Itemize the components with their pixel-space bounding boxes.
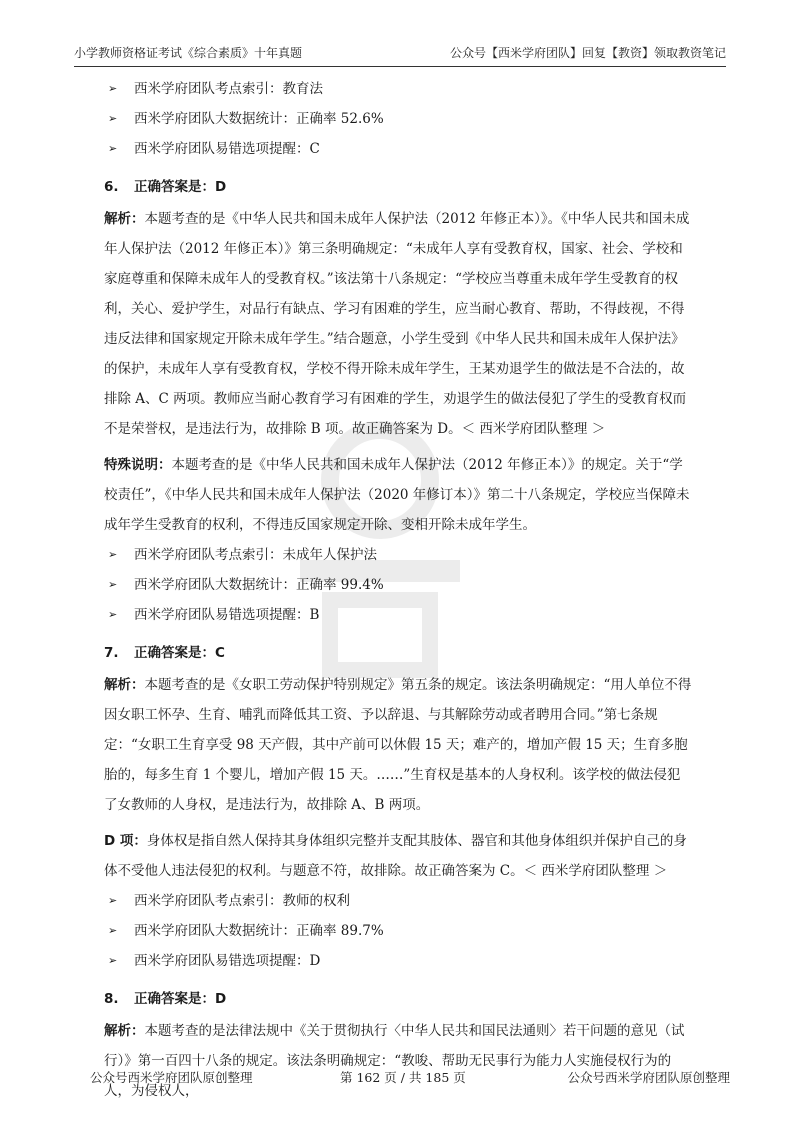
arrow-icon: ➢ <box>108 924 118 937</box>
bullet-item: ➢ 西米学府团队考点索引：教育法 <box>104 74 692 104</box>
bullet-item: ➢ 西米学府团队大数据统计：正确率 52.6% <box>104 104 692 134</box>
answer-heading-q8: 8. 正确答案是：D <box>104 991 227 1007</box>
bullet-item: ➢ 西米学府团队易错选项提醒：D <box>104 946 692 976</box>
arrow-icon: ➢ <box>108 142 118 155</box>
arrow-icon: ➢ <box>108 112 118 125</box>
arrow-icon: ➢ <box>108 894 118 907</box>
bullet-item: ➢ 西米学府团队考点索引：未成年人保护法 <box>104 540 692 570</box>
arrow-icon: ➢ <box>108 548 118 561</box>
analysis-paragraph: 解析：本题考查的是法律法规中《关于贯彻执行〈中华人民共和国民法通则〉若干问题的意见（试行）》第一百四十八条的规定。该法条明确规定：“教唆、帮助无民事行为能力人实施侵权行为的人，为侵权人， <box>104 1023 685 1099</box>
bullet-item: ➢ 西米学府团队考点索引：教师的权利 <box>104 886 692 916</box>
arrow-icon: ➢ <box>108 578 118 591</box>
answer-heading-q6: 6. 正确答案是：D <box>104 179 227 195</box>
header-title: 小学教师资格证考试《综合素质》十年真题 <box>74 46 303 60</box>
special-note-paragraph: 特殊说明：本题考查的是《中华人民共和国未成年人保护法（2012 年修正本）》的规定。关于“学校责任”，《中华人民共和国未成年人保护法（2020 年修订本）》第二十八条规定，学校应当保障未成年学生受教育的权利，不得违反国家规定开除、变相开除未成年学生。 <box>104 457 690 533</box>
bullet-item: ➢ 西米学府团队易错选项提醒：B <box>104 600 692 630</box>
bullet-item: ➢ 西米学府团队易错选项提醒：C <box>104 134 692 164</box>
answer-heading-q7: 7. 正确答案是：C <box>104 645 225 661</box>
footer-right: 公众号西米学府团队原创整理 <box>567 1070 730 1085</box>
bullet-item: ➢ 西米学府团队大数据统计：正确率 89.7% <box>104 916 692 946</box>
footer-left: 公众号西米学府团队原创整理 <box>90 1070 253 1085</box>
analysis-paragraph: 解析：本题考查的是《女职工劳动保护特别规定》第五条的规定。该法条明确规定：“用人单位不得因女职工怀孕、生育、哺乳而降低其工资、予以辞退、与其解除劳动或者聘用合同。”第七条规定：“女职工生育享受 98 天产假，其中产前可以休假 15 天；难产的，增加产假 15 天；生育多胞胎的，每多生育 1 个婴儿，增加产假 15 天。……”生育权是基本的人身权利。该学校的做法侵犯了女教师的人身权，是违法行为，故排除 A、B 两项。 <box>104 677 692 813</box>
page-header <box>74 40 726 67</box>
option-d-paragraph: D 项：身体权是指自然人保持其身体组织完整并支配其肢体、器官和其他身体组织并保护自己的身体不受他人违法侵犯的权利。与题意不符，故排除。故正确答案为 C。＜ 西米学府团队整理 ＞ <box>104 833 687 879</box>
bullet-item: ➢ 西米学府团队大数据统计：正确率 99.4% <box>104 570 692 600</box>
page-number: 第 162 页 / 共 185 页 <box>340 1070 466 1085</box>
header-promo: 公众号【西米学府团队】回复【教资】领取教资笔记 <box>449 46 726 60</box>
analysis-paragraph: 解析：本题考查的是《中华人民共和国未成年人保护法（2012 年修正本）》。《中华人民共和国未成年人保护法（2012 年修正本）》第三条明确规定：“未成年人享有受教育权，国家、社会、学校和家庭尊重和保障未成年人的受教育权。”该法第十八条规定：“学校应当尊重未成年学生受教育的权利，关心、爱护学生，对品行有缺点、学习有困难的学生，应当耐心教育、帮助，不得歧视，不得违反法律和国家规定开除未成年学生。”结合题意，小学生受到《中华人民共和国未成年人保护法》的保护，未成年人享有受教育权，学校不得开除未成年学生，王某劝退学生的做法是不合法的，故排除 A、C 两项。教师应当耐心教育学习有困难的学生，劝退学生的做法侵犯了学生的受教育权而不是荣誉权，是违法行为，故排除 B 项。故正确答案为 D。＜ 西米学府团队整理 ＞ <box>104 211 690 437</box>
arrow-icon: ➢ <box>108 608 118 621</box>
document-body <box>104 74 692 1106</box>
arrow-icon: ➢ <box>108 82 118 95</box>
arrow-icon: ➢ <box>108 954 118 967</box>
